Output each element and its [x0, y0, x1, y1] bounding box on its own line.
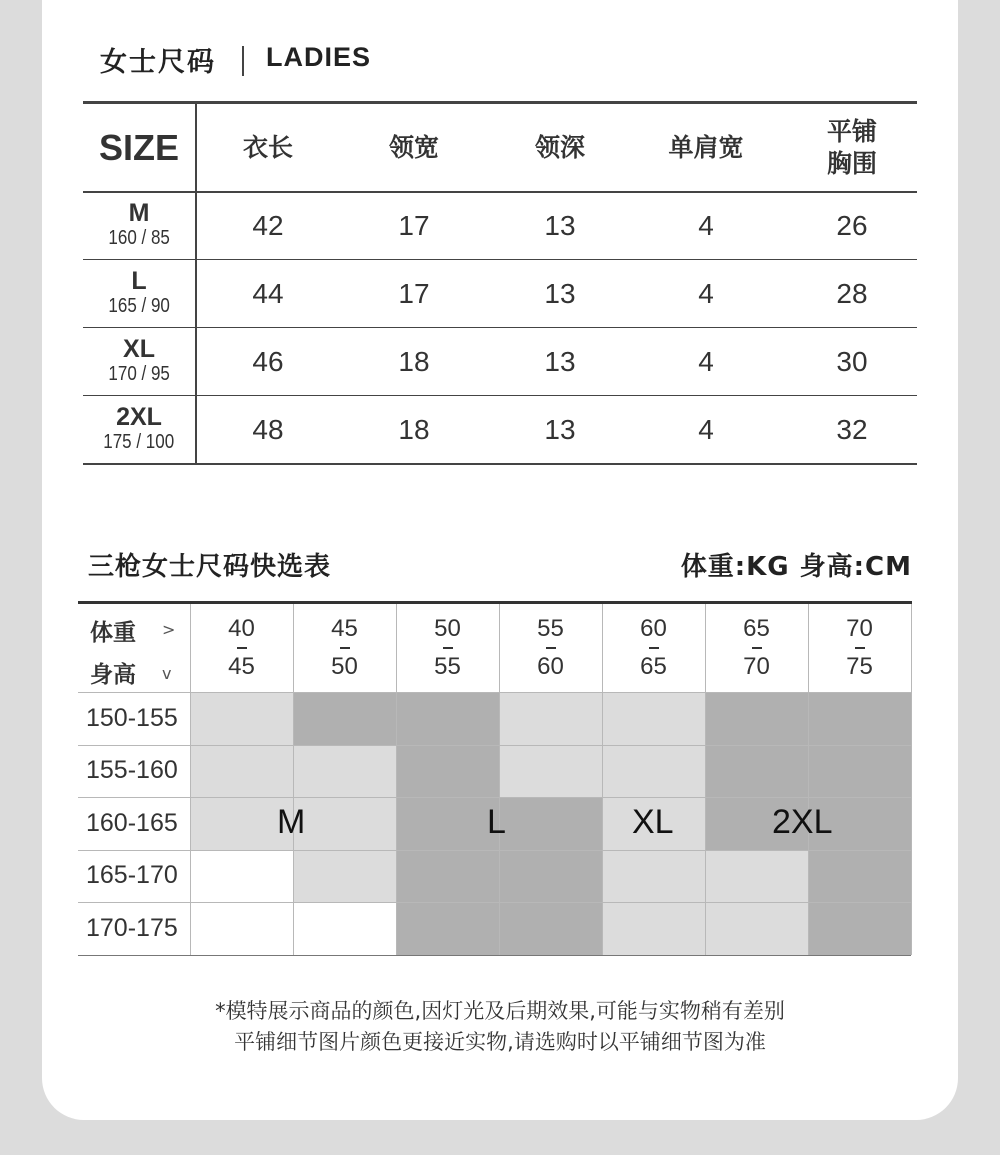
height-range-label: 165-170 [86, 861, 178, 890]
grid-cell [602, 745, 705, 798]
column-header: 领深 [534, 132, 585, 162]
range-dash [752, 647, 762, 649]
grid-cell [499, 692, 602, 745]
grid-cell [705, 850, 808, 903]
weight-range-header [190, 604, 293, 692]
weight-max: 60 [537, 653, 564, 680]
grid-cell [396, 692, 499, 745]
weight-min: 55 [537, 615, 564, 642]
height-range-label: 155-160 [86, 756, 178, 785]
table-cell: 30 [836, 345, 868, 377]
table-cell: 46 [252, 345, 284, 377]
range-dash [237, 647, 247, 649]
table-cell: 13 [544, 345, 576, 377]
grid-cell [808, 692, 911, 745]
grid-cell [499, 797, 602, 850]
height-range-label: 170-175 [86, 913, 178, 942]
table-cell: 26 [836, 209, 868, 241]
table-cell: 4 [698, 345, 714, 377]
range-dash [443, 647, 453, 649]
grid-corner [78, 604, 190, 692]
grid-cell [293, 902, 396, 955]
grid-cell [602, 850, 705, 903]
weight-max: 55 [434, 653, 461, 680]
title-chinese: 女士尺码 [100, 47, 216, 78]
quick-select-grid [78, 604, 914, 957]
height-arrow: v [162, 664, 172, 683]
size-code: XL [123, 335, 155, 363]
size-zone-label: 2XL [772, 803, 833, 842]
quick-select-title: 三枪女士尺码快选表 [88, 552, 332, 582]
grid-line [911, 604, 912, 955]
units-note: 体重:KG 身高:CM [680, 552, 912, 582]
grid-cell [499, 850, 602, 903]
column-header: 衣长 [242, 132, 293, 162]
weight-min: 65 [743, 615, 770, 642]
grid-cell [396, 902, 499, 955]
weight-range-header [396, 604, 499, 692]
height-bust: 165 / 90 [108, 295, 170, 317]
grid-cell [190, 745, 293, 798]
table-cell: 17 [398, 209, 430, 241]
disclaimer-line-2: 平铺细节图片颜色更接近实物,请选购时以平铺细节图为准 [234, 1030, 766, 1054]
size-code: 2XL [116, 403, 162, 431]
weight-min: 70 [846, 615, 873, 642]
table-cell: 32 [836, 413, 868, 445]
grid-cell [602, 902, 705, 955]
grid-cell [499, 902, 602, 955]
weight-max: 50 [331, 653, 358, 680]
table-cell: 42 [252, 209, 284, 241]
weight-max: 45 [228, 653, 255, 680]
grid-cell [293, 692, 396, 745]
table-cell: 18 [398, 413, 430, 445]
size-code: L [131, 267, 147, 295]
table-cell: 13 [544, 413, 576, 445]
table-cell: 28 [836, 277, 868, 309]
height-bust: 160 / 85 [108, 227, 170, 249]
grid-cell [190, 902, 293, 955]
size-zone-label: XL [632, 803, 674, 842]
title-separator [242, 46, 244, 76]
table-cell: 44 [252, 277, 284, 309]
column-header: 单肩宽 [668, 132, 744, 162]
grid-cell [293, 745, 396, 798]
grid-cell [808, 745, 911, 798]
grid-line [78, 902, 911, 903]
range-dash [649, 647, 659, 649]
grid-line [78, 955, 911, 956]
grid-cell [293, 797, 396, 850]
title-english: LADIES [266, 42, 372, 72]
grid-cell [705, 692, 808, 745]
size-code: M [128, 199, 150, 227]
size-row-label [83, 192, 195, 259]
height-bust: 170 / 95 [108, 363, 170, 385]
table-cell: 48 [252, 413, 284, 445]
grid-cell [396, 797, 499, 850]
size-row-label [83, 396, 195, 463]
grid-line [78, 850, 911, 851]
height-range-label: 160-165 [86, 808, 178, 837]
weight-min: 50 [434, 615, 461, 642]
grid-cell [190, 692, 293, 745]
weight-range-header [705, 604, 808, 692]
grid-cell [602, 692, 705, 745]
weight-min: 45 [331, 615, 358, 642]
grid-cell [499, 745, 602, 798]
range-dash [855, 647, 865, 649]
weight-max: 75 [846, 653, 873, 680]
grid-cell [293, 850, 396, 903]
size-row-label [83, 260, 195, 327]
weight-min: 60 [640, 615, 667, 642]
weight-range-header [293, 604, 396, 692]
grid-cell [808, 850, 911, 903]
disclaimer-line-1: *模特展示商品的颜色,因灯光及后期效果,可能与实物稍有差别 [215, 999, 785, 1023]
height-bust: 175 / 100 [103, 431, 175, 453]
height-range-label: 150-155 [86, 703, 178, 732]
table-cell: 13 [544, 277, 576, 309]
range-dash [340, 647, 350, 649]
column-header: 平铺 胸围 [826, 116, 877, 178]
table-cell: 4 [698, 413, 714, 445]
size-zone-label: M [277, 803, 306, 842]
grid-cell [396, 850, 499, 903]
weight-max: 65 [640, 653, 667, 680]
height-axis-label: 身高 [90, 662, 136, 688]
weight-arrow: > [162, 620, 176, 639]
table-cell: 4 [698, 209, 714, 241]
weight-range-header [602, 604, 705, 692]
weight-axis-label: 体重 [90, 620, 136, 646]
weight-max: 70 [743, 653, 770, 680]
grid-cell [396, 745, 499, 798]
table-cell: 13 [544, 209, 576, 241]
table-cell: 4 [698, 277, 714, 309]
weight-range-header [499, 604, 602, 692]
range-dash [546, 647, 556, 649]
grid-cell [190, 850, 293, 903]
grid-cell [705, 902, 808, 955]
weight-range-header [808, 604, 911, 692]
table-bottom-rule [83, 463, 917, 465]
weight-min: 40 [228, 615, 255, 642]
grid-line [78, 797, 911, 798]
size-column-header: SIZE [98, 126, 179, 168]
grid-cell [808, 902, 911, 955]
size-zone-label: L [487, 803, 506, 842]
table-cell: 17 [398, 277, 430, 309]
grid-line [78, 692, 911, 693]
table-cell: 18 [398, 345, 430, 377]
grid-line [78, 745, 911, 746]
column-header: 领宽 [388, 132, 439, 162]
grid-cell [705, 745, 808, 798]
size-row-label [83, 328, 195, 395]
